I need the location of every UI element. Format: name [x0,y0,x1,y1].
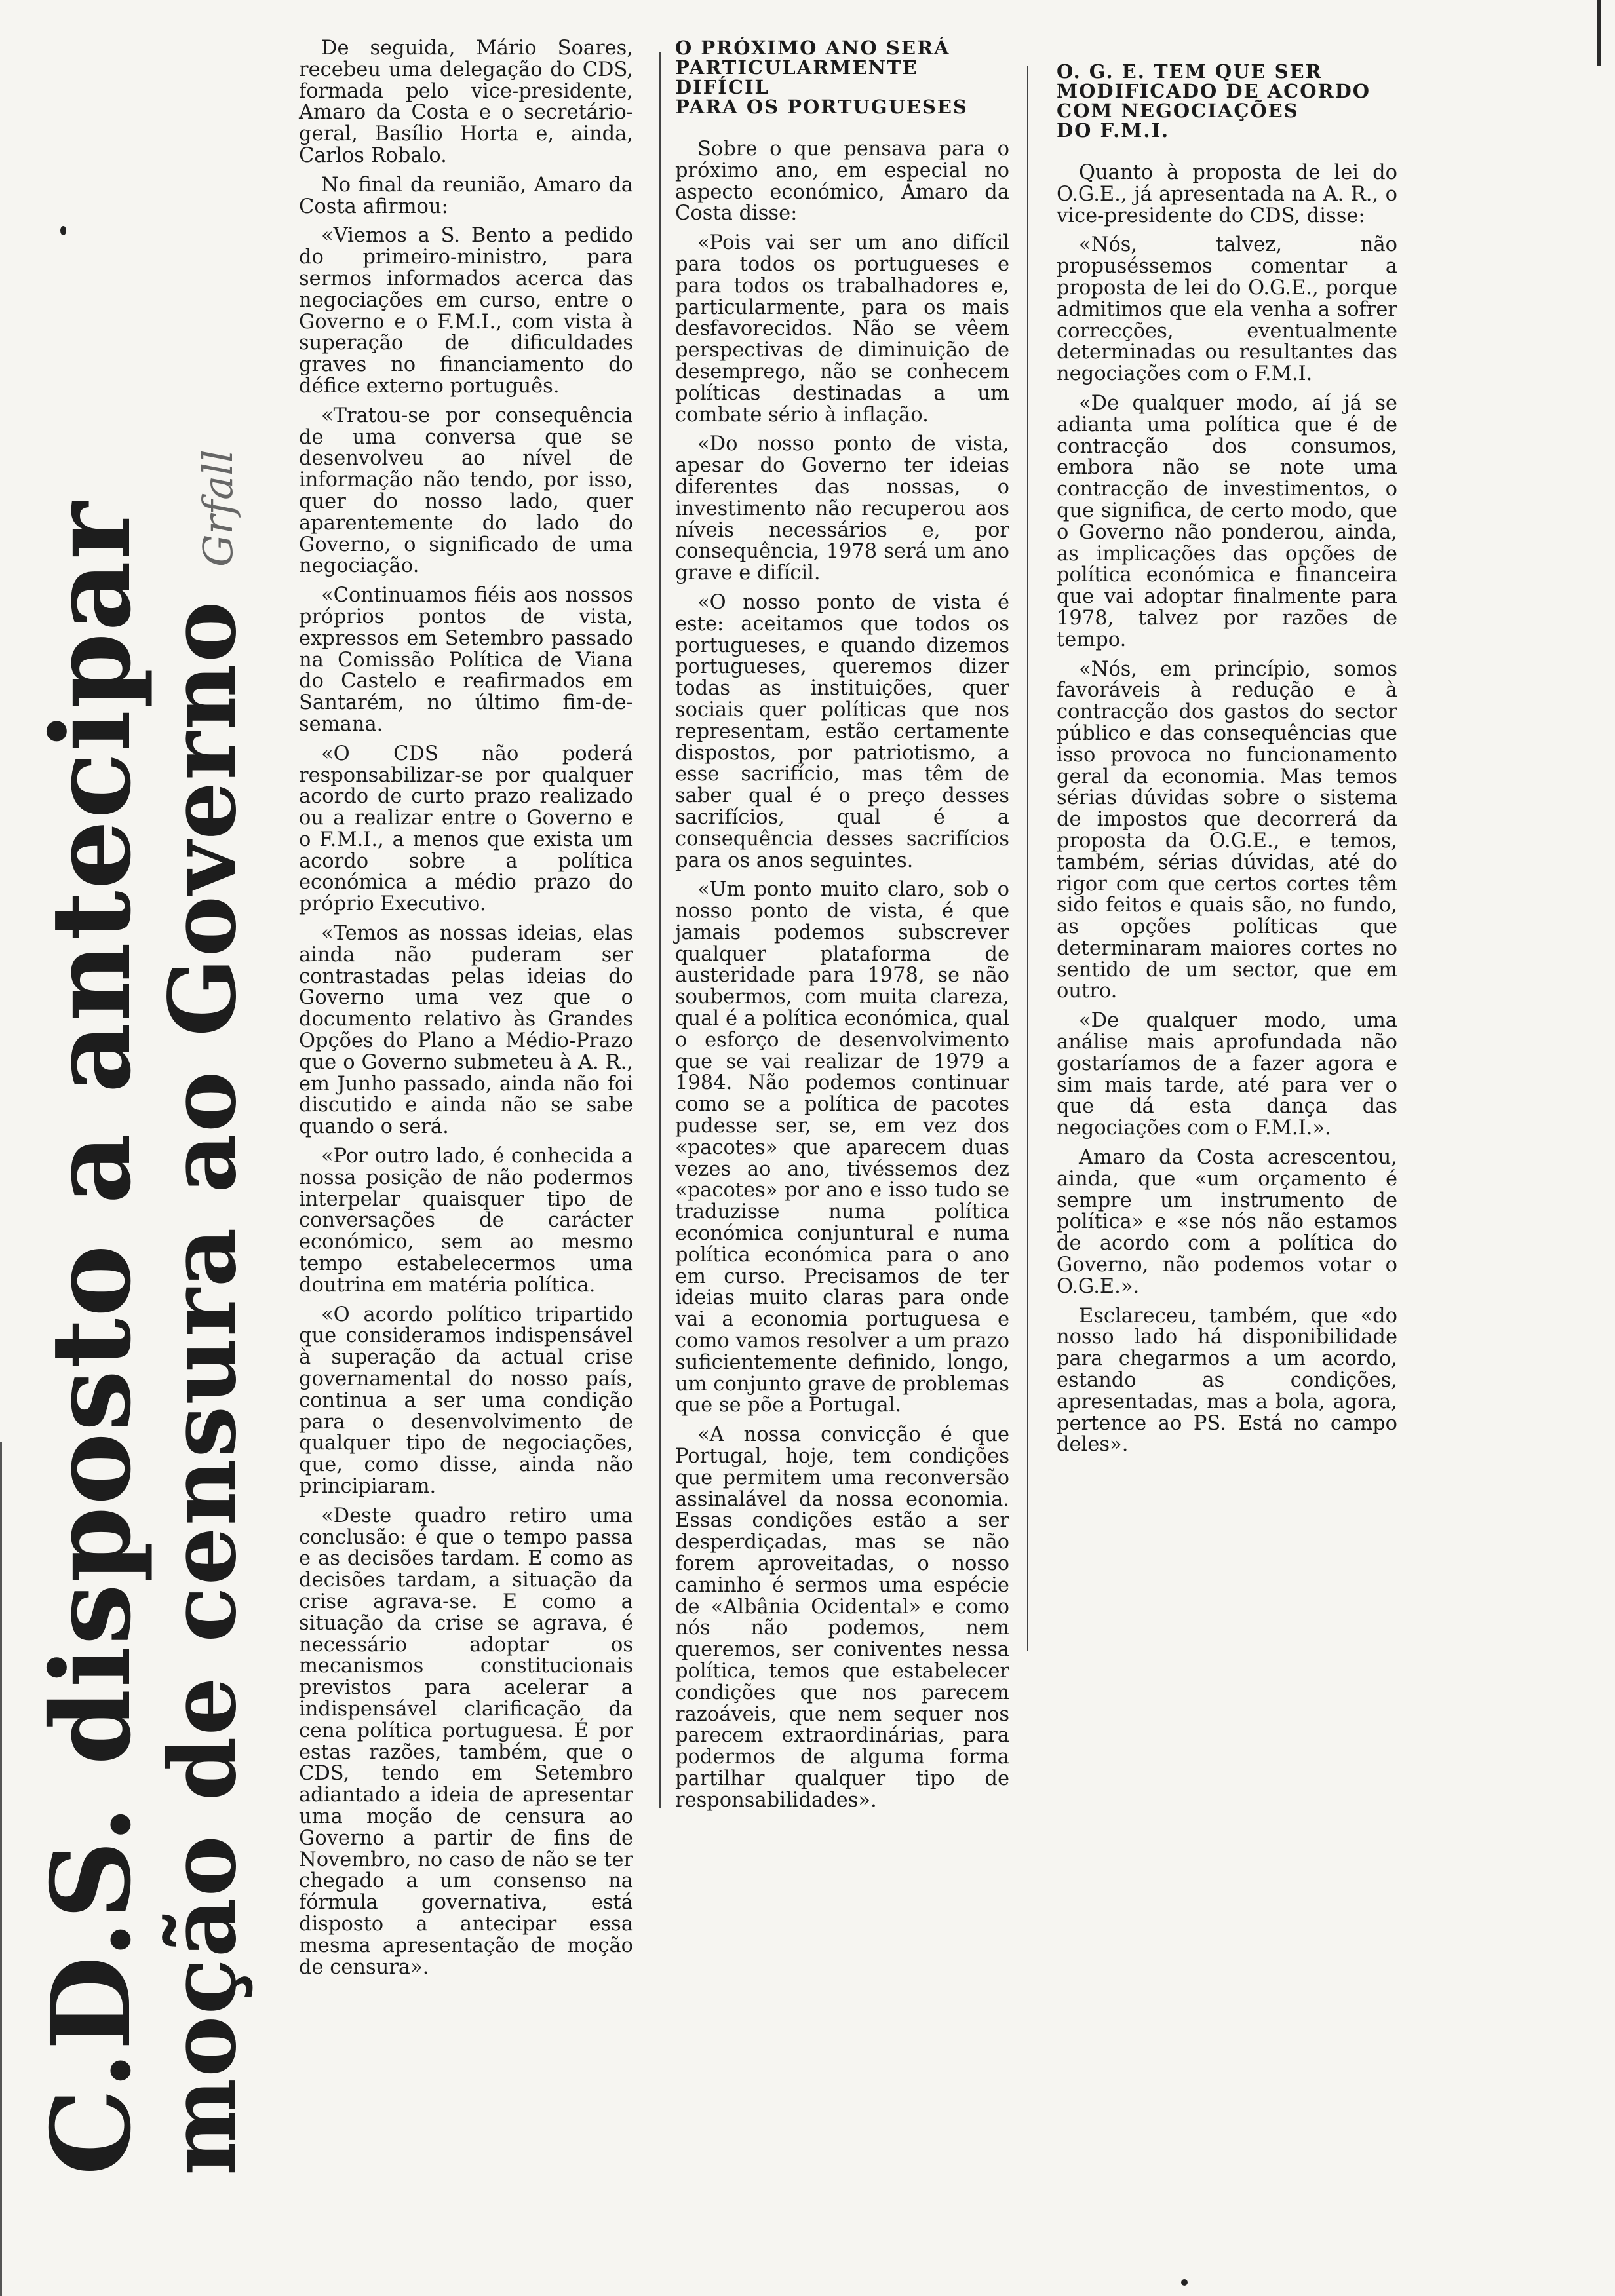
paragraph: «O acordo político tripartido que consideramos indispensável à superação da actual crise governamental do nosso país, continua a ser uma condição para o desenvolvimento de qualquer tipo de negociações, que, como disse, ainda não principiaram. [299,1303,633,1498]
paragraph: Sobre o que pensava para o próximo ano, em especial no aspecto económico, Amaro da Costa disse: [675,138,1009,225]
paragraph: «A nossa convicção é que Portugal, hoje, tem condições que permitem uma reconversão assinalável da nossa economia. Essas condições estão a ser desperdiçadas, mas se não forem aproveitadas, o nosso caminho é sermos uma espécie de «Albânia Ocidental» e como nós não podemos, nem queremos, ser coniventes nessa política, temos que estabelecer condições que nos parecem razoáveis, que nem sequer nos parecem extraordinárias, para podermos de alguma forma partilhar qualquer tipo de responsabilidades». [675,1423,1009,1812]
paragraph: «Tratou-se por consequência de uma conversa que se desenvolveu ao nível de informação não tendo, por isso, quer do nosso lado, quer aparentemente do lado do Governo, o significado de uma negociação. [299,404,633,578]
paragraph: No final da reunião, Amaro da Costa afirmou: [299,173,633,218]
handwritten-note-2: Grfall [194,450,242,567]
left-scan-edge [0,1442,2,2296]
paragraph: Amaro da Costa acrescentou, ainda, que «um orçamento é sempre um instrumento de política» e «se nós não estamos de acordo com a política do Governo, não podemos votar o O.G.E.». [1057,1146,1397,1298]
paragraph: De seguida, Mário Soares, recebeu uma delegação do CDS, formada pelo vice-presidente, Amaro da Costa e o secretário-geral, Basílio Horta e, ainda, Carlos Robalo. [299,37,633,167]
paragraph: «O nosso ponto de vista é este: aceitamos que todos os portugueses, e quando dizemos portugueses, queremos dizer todas as instituições, quer sociais quer políticas que nos representam, estão certamente dispostos, por patriotismo, a esse sacrifício, mas têm de saber qual é o preço desses sacrifícios, qual é a consequência desses sacrifícios para os anos seguintes. [675,590,1009,872]
paragraph: «Do nosso ponto de vista, apesar do Governo ter ideias diferentes das nossas, o investimento não recuperou aos níveis necessários e, por consequência, 1978 será um ano grave e difícil. [675,432,1009,585]
subheading-oge: O. G. E. TEM QUE SER MODIFICADO DE ACORDO COM NEGOCIAÇÕES DO F.M.I. [1057,60,1371,142]
headline-line-1: C.D.S. disposto a antecipar [28,501,155,2175]
paragraph: «Viemos a S. Bento a pedido do primeiro-ministro, para sermos informados acerca das negociações em curso, entre o Governo e o F.M.I., com vista à superação de dificuldades graves no financiamento do défice externo português. [299,224,633,398]
article-column-2 [675,38,1009,1820]
paragraph: «Nós, talvez, não propuséssemos comentar a proposta de lei do O.G.E., porque admitimos que ela venha a sofrer correcções, eventualmente determinadas ou resultantes das negociações com o F.M.I. [1057,233,1397,386]
paragraph: «Temos as nossas ideias, elas ainda não puderam ser contrastadas pelas ideias do Governo uma vez que o documento relativo às Grandes Opções do Plano a Médio-Prazo que o Governo submeteu à A. R., em Junho passado, ainda não foi discutido e ainda não se sabe quando o será. [299,922,633,1139]
paragraph: «Deste quadro retiro uma conclusão: é que o tempo passa e as decisões tardam. E como as decisões tardam, a situação da crise agrava-se. E como a situação da crise se agrava, é necessário adoptar os mecanismos constitucionais previstos para acelerar a indispensável clarificação da cena política portuguesa. É por estas razões, também, que o CDS, tendo em Setembro adiantado a ideia de apresentar uma moção de censura ao Governo a partir de fins de Novembro, no caso de não se ter chegado a um consenso na fórmula governativa, está disposto a antecipar essa mesma apresentação de moção de censura». [299,1504,633,1979]
headline-line-2: moção de censura ao Governo [149,600,257,2175]
paragraph: «Um ponto muito claro, sob o nosso ponto de vista, é que jamais podemos subscrever qualquer plataforma de austeridade para 1978, se não soubermos, com muita clareza, qual é a política económica, qual o esforço de desenvolvimento que se vai realizar de 1979 a 1984. Não podemos continuar como se a política de pacotes pudesse ser, se, em vez dos «pacotes» que aparecem duas vezes ao ano, tivéssemos dez «pacotes» por ano e isso tudo se traduzisse numa política económica conjuntural e numa política económica para o ano em curso. Precisamos de ter ideias muito claras para onde vai a economia portuguesa e como vamos resolver a um prazo suficientemente definido, longo, um conjunto grave de problemas que se põe a Portugal. [675,878,1009,1417]
scan-speck-2 [1181,2279,1188,2286]
scan-speck [60,226,66,235]
subheading-next-year: O PRÓXIMO ANO SERÁ PARTICULARMENTE DIFÍCIL PARA OS PORTUGUESES [675,37,968,118]
column-rule-1 [659,52,661,1808]
paragraph: «De qualquer modo, uma análise mais aprofundada não gostaríamos de a fazer agora e sim mais tarde, até para ver o que dá esta dança das negociações com o F.M.I.». [1057,1009,1397,1140]
top-right-border [1597,0,1601,66]
article-column-1 [299,38,633,1986]
paragraph: «O CDS não poderá responsabilizar-se por qualquer acordo de curto prazo realizado ou a realizar entre o Governo e o F.M.I., a menos que exista um acordo sobre a política económica a médio prazo do próprio Executivo. [299,742,633,916]
paragraph: Esclareceu, também, que «do nosso lado há disponibilidade para chegarmos a um acordo, estando as condições, apresentadas, mas a bola, agora, pertence ao PS. Está no campo deles». [1057,1304,1397,1457]
column-rule-2 [1027,66,1028,1651]
paragraph: «De qualquer modo, aí já se adianta uma política que é de contracção dos consumos, embora não se note uma contracção de investimentos, o que significa, de certo modo, que o Governo não ponderou, ainda, as implicações das opções de política económica e financeira que vai adoptar finalmente para 1978, talvez por razões de tempo. [1057,391,1397,651]
paragraph: Quanto à proposta de lei do O.G.E., já apresentada na A. R., o vice-presidente do CDS, disse: [1057,161,1397,227]
paragraph: «Continuamos fiéis aos nossos próprios pontos de vista, expressos em Setembro passado na Comissão Política de Viana do Castelo e reafirmados em Santarém, no último fim-de-semana. [299,584,633,736]
paragraph: «Por outro lado, é conhecida a nossa posição de não podermos interpelar quaisquer tipo de conversações de carácter económico, sem ao mesmo tempo estabelecermos uma doutrina em matéria política. [299,1145,633,1297]
article-column-3 [1057,38,1397,1464]
paragraph: «Pois vai ser um ano difícil para todos os portugueses e para todos os trabalhadores e, particularmente, para os mais desfavorecidos. Não se vêem perspectivas de diminuição de desemprego, não se conhecem políticas destinadas a um combate sério à inflação. [675,231,1009,427]
paragraph: «Nós, em princípio, somos favoráveis à redução e à contracção dos gastos do sector público e das consequências que isso provoca no funcionamento geral da economia. Mas temos sérias dúvidas sobre o sistema de impostos que decorrerá da proposta da O.G.E., e temos, também, sérias dúvidas, até do rigor com que certos cortes têm sido feitos e quais são, no fundo, as opções políticas que determinaram maiores cortes no sentido de um sector, que em outro. [1057,657,1397,1003]
